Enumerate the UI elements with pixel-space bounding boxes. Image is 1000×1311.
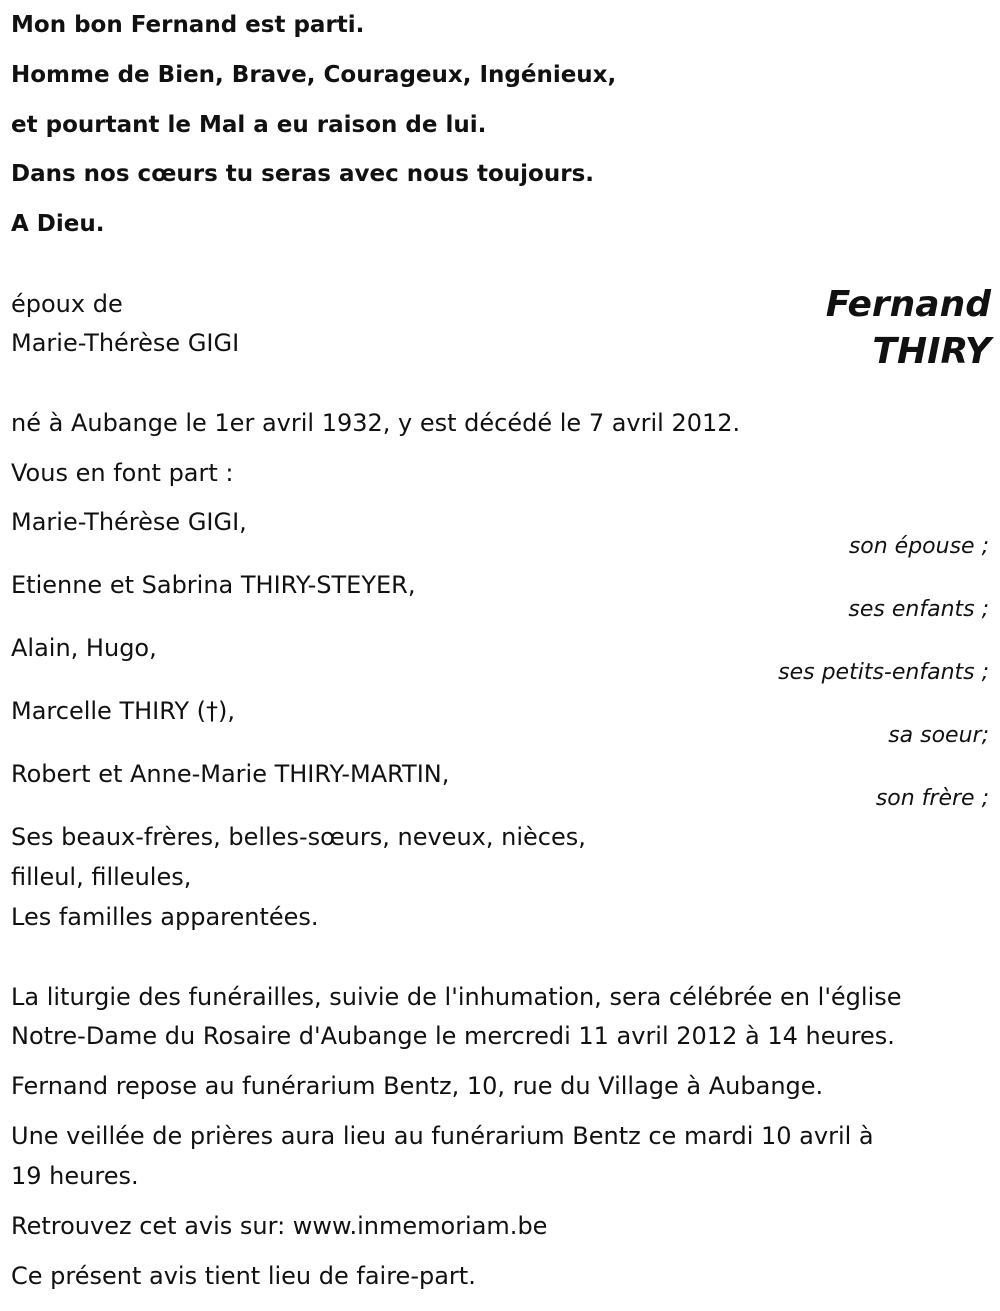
intro-line-2: Homme de Bien, Brave, Courageux, Ingénieux, [11,62,617,88]
family-role: sa soeur; [888,723,989,748]
family-names: Robert et Anne-Marie THIRY-MARTIN, [11,760,450,788]
deceased-first-name: Fernand [825,284,991,325]
extended-family-line-1: Ses beaux-frères, belles-sœurs, neveux, nièces, [11,823,586,851]
extended-family-line-2: filleul, filleules, [11,863,192,891]
vigil-line-1: Une veillée de prières aura lieu au funérarium Bentz ce mardi 10 avril à [11,1122,874,1150]
vigil-line-2: 19 heures. [11,1162,139,1190]
family-names: Marie-Thérèse GIGI, [11,508,247,536]
intro-line-4: Dans nos cœurs tu seras avec nous toujours. [11,161,594,187]
intro-line-1: Mon bon Fernand est parti. [11,12,365,38]
family-names: Etienne et Sabrina THIRY-STEYER, [11,571,416,599]
intro-line-3: et pourtant le Mal a eu raison de lui. [11,112,487,138]
spouse-name: Marie-Thérèse GIGI [11,329,240,357]
website-line: Retrouvez cet avis sur: www.inmemoriam.be [11,1212,548,1240]
notice-line: Ce présent avis tient lieu de faire-part. [11,1262,476,1290]
deceased-last-name: THIRY [872,331,991,372]
announce-line: Vous en font part : [11,459,234,487]
intro-line-5: A Dieu. [11,211,105,237]
family-role: son épouse ; [848,534,989,559]
family-names: Alain, Hugo, [11,634,157,662]
birth-death-line: né à Aubange le 1er avril 1932, y est décédé le 7 avril 2012. [11,409,741,437]
liturgy-line-2: Notre-Dame du Rosaire d'Aubange le mercredi 11 avril 2012 à 14 heures. [11,1022,895,1050]
family-role: son frère ; [875,786,989,811]
extended-family-line-3: Les familles apparentées. [11,903,319,931]
rests-line: Fernand repose au funérarium Bentz, 10, rue du Village à Aubange. [11,1072,824,1100]
liturgy-line-1: La liturgie des funérailles, suivie de l'inhumation, sera célébrée en l'église [11,983,902,1011]
spouse-label: époux de [11,290,123,318]
family-role: ses petits-enfants ; [778,660,989,685]
family-names: Marcelle THIRY (†), [11,697,236,725]
family-role: ses enfants ; [848,597,989,622]
